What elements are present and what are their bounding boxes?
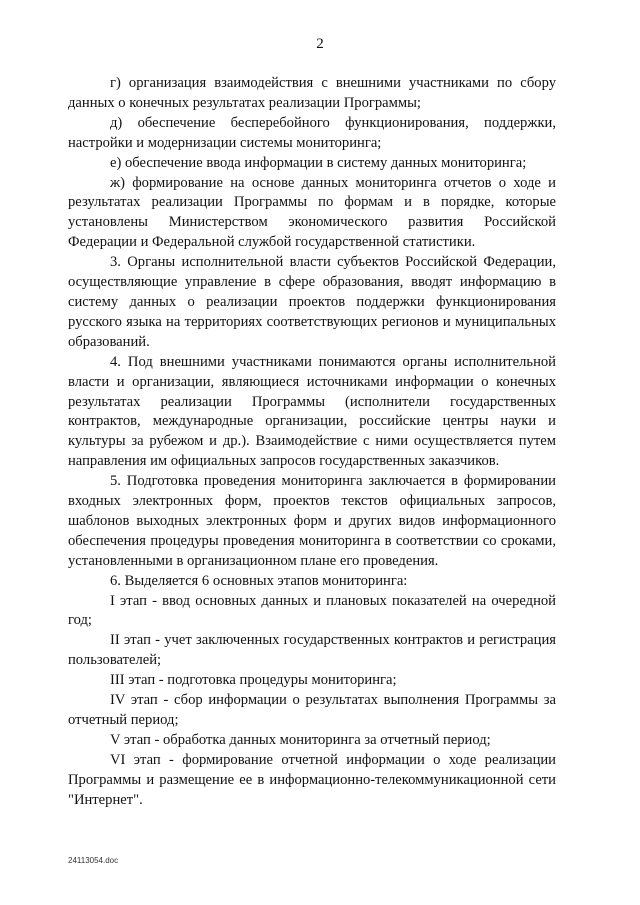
paragraph-item-zh: ж) формирование на основе данных мониторинга отчетов о ходе и результатах реализации Программы по формам и в порядке, которые установлены Министерством экономического развития Российской Федерации и Федеральной службой государственной статистики.	[68, 174, 556, 251]
paragraph-stage-4: IV этап - сбор информации о результатах выполнения Программы за отчетный период;	[68, 692, 556, 728]
paragraph-item-e: е) обеспечение ввода информации в систему данных мониторинга;	[110, 154, 527, 171]
paragraph-section-3: 3. Органы исполнительной власти субъектов Российской Федерации, осуществляющие управление в сфере образования, вводят информацию в систему данных о реализации проектов поддержки функционирования русского языка на территориях соответствующих регионов и муниципальных образований.	[68, 254, 556, 350]
paragraph-section-6: 6. Выделяется 6 основных этапов мониторинга:	[110, 572, 408, 589]
paragraph-section-5: 5. Подготовка проведения мониторинга заключается в формировании входных электронных форм, проектов текстов официальных запросов, шаблонов выходных электронных форм и других видов информационного обеспечения процедуры проведения мониторинга в соответствии со сроками, установленными в организационном плане его проведения.	[68, 473, 556, 569]
paragraph-stage-5: V этап - обработка данных мониторинга за отчетный период;	[110, 731, 491, 748]
paragraph-section-4: 4. Под внешними участниками понимаются органы исполнительной власти и организации, являющиеся источниками информации о конечных результатах реализации Программы (исполнители государственных контрактов, международные организации, российские центры науки и культуры за рубежом и др.). Взаимодействие с ними осуществляется путем направления им официальных запросов государственных заказчиков.	[68, 353, 556, 470]
paragraph-item-d: д) обеспечение бесперебойного функционирования, поддержки, настройки и модернизации системы мониторинга;	[68, 114, 556, 151]
paragraph-item-g: г) организация взаимодействия с внешними участниками по сбору данных о конечных результатах реализации Программы;	[68, 75, 556, 111]
paragraph-stage-3: III этап - подготовка процедуры мониторинга;	[110, 672, 397, 689]
paragraph-stage-6: VI этап - формирование отчетной информации о ходе реализации Программы и размещение ее в информационно-телекоммуникационной сети "Интернет".	[68, 751, 556, 808]
footer-filename: 24113054.doc	[68, 856, 119, 865]
document-body	[68, 74, 556, 811]
paragraph-stage-1: I этап - ввод основных данных и плановых показателей на очередной год;	[68, 592, 556, 629]
paragraph-stage-2: II этап - учет заключенных государственных контрактов и регистрация пользователей;	[68, 632, 556, 669]
page-number: 2	[316, 36, 324, 52]
